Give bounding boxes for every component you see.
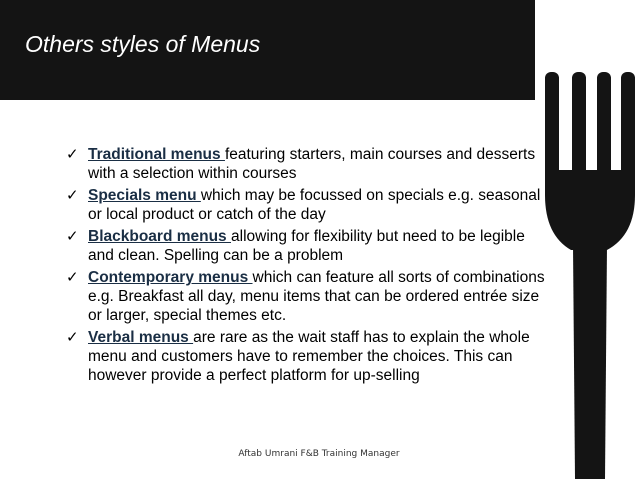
- slide-title: Others styles of Menus: [25, 31, 261, 57]
- bullet-text: are rare as the wait staff has to explain the whole menu and customers have to remember the choices. This can however provide a perfect platform for up-selling: [88, 329, 530, 384]
- bullet-text: allowing for flexibility but need to be legible and clean. Spelling can be a problem: [88, 228, 525, 264]
- bullet-term: Verbal menus: [88, 329, 194, 346]
- bullet-term: Traditional menus: [88, 146, 225, 163]
- list-item: [66, 186, 546, 224]
- bullet-term: Specials menu: [88, 187, 201, 204]
- bullet-text: featuring starters, main courses and desserts with a selection within courses: [88, 146, 536, 182]
- fork-icon: [535, 0, 638, 479]
- list-item: [66, 227, 546, 265]
- bullet-term: Blackboard menus: [88, 228, 231, 245]
- menu-style-list: [66, 145, 546, 388]
- bullet-text: which may be focussed on specials e.g. seasonal or local product or catch of the day: [88, 187, 541, 223]
- list-item: [66, 145, 546, 183]
- checkmark-icon: ✓: [66, 227, 79, 245]
- bullet-text: which can feature all sorts of combinations e.g. Breakfast all day, menu items that can be ordered entrée size or larger, special themes etc.: [88, 269, 545, 324]
- checkmark-icon: ✓: [66, 328, 79, 346]
- checkmark-icon: ✓: [66, 145, 79, 163]
- checkmark-icon: ✓: [66, 186, 79, 204]
- list-item: [66, 328, 546, 385]
- fork-panel: [535, 0, 638, 479]
- list-item: [66, 268, 546, 325]
- checkmark-icon: ✓: [66, 268, 79, 286]
- bullet-term: Contemporary menus: [88, 269, 253, 286]
- title-bar: [0, 0, 535, 100]
- slide-footer: Aftab Umrani F&B Training Manager: [238, 449, 400, 459]
